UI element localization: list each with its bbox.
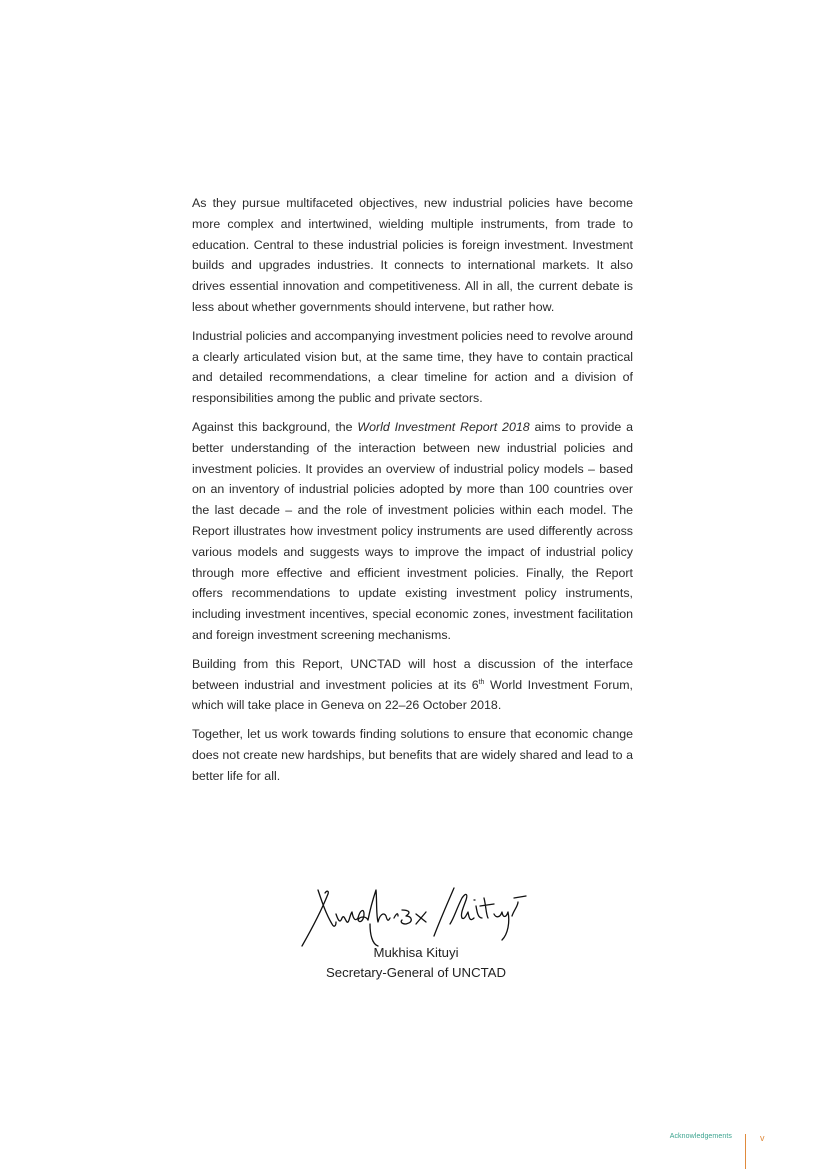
paragraph-3-end: aims to provide a better understanding of the interaction between new industrial policies and investment policies. It provides an overview of industrial policy models – based on an inventory of industrial policies adopted by more than 100 countries over the last decade – and the role of investment policies within each model. The Report illustrates how investment policy instruments are used differently across various models and suggests ways to improve the impact of industrial policy through more effective and efficient investment policies. Finally, the Report offers recommendations to update existing investment policy instruments, including investment incentives, special economic zones, investment facilitation and foreign investment screening mechanisms. bbox=[192, 419, 633, 642]
section-label: Acknowledgements bbox=[669, 1133, 732, 1140]
paragraph-4-end: World Investment Forum, which will take place in Geneva on 22–26 October 2018. bbox=[192, 677, 633, 713]
paragraph-4 bbox=[192, 654, 633, 716]
paragraph-1: As they pursue multifaceted objectives, new industrial policies have become more complex and intertwined, wielding multiple instruments, from trade to education. Central to these industrial policies is foreign investment. Investment builds and upgrades industries. It connects to international markets. It also drives essential innovation and competitiveness. All in all, the current debate is less about whether governments should intervene, but rather how. bbox=[192, 196, 633, 314]
signatory-title: Secretary-General of UNCTAD bbox=[325, 965, 507, 980]
body-text bbox=[192, 193, 633, 795]
paragraph-3-start: Against this background, the bbox=[192, 419, 358, 434]
handwritten-signature bbox=[298, 884, 530, 950]
signatory-name: Mukhisa Kituyi bbox=[373, 945, 459, 960]
paragraph-3 bbox=[192, 417, 633, 646]
ordinal-suffix: th bbox=[478, 678, 485, 686]
report-title: World Investment Report 2018 bbox=[357, 419, 530, 434]
paragraph-4-start: Building from this Report, UNCTAD will host a discussion of the interface between industrial and investment policies at its 6 bbox=[192, 656, 633, 692]
page-number: v bbox=[760, 1133, 765, 1143]
signatory-block bbox=[300, 943, 532, 983]
paragraph-5: Together, let us work towards finding solutions to ensure that economic change does not create new hardships, but benefits that are widely shared and lead to a better life for all. bbox=[192, 727, 633, 783]
paragraph-2: Industrial policies and accompanying investment policies need to revolve around a clearly articulated vision but, at the same time, they have to contain practical and detailed recommendations, a clear timeline for action and a division of responsibilities among the public and private sectors. bbox=[192, 328, 633, 406]
footer-divider bbox=[745, 1134, 746, 1169]
